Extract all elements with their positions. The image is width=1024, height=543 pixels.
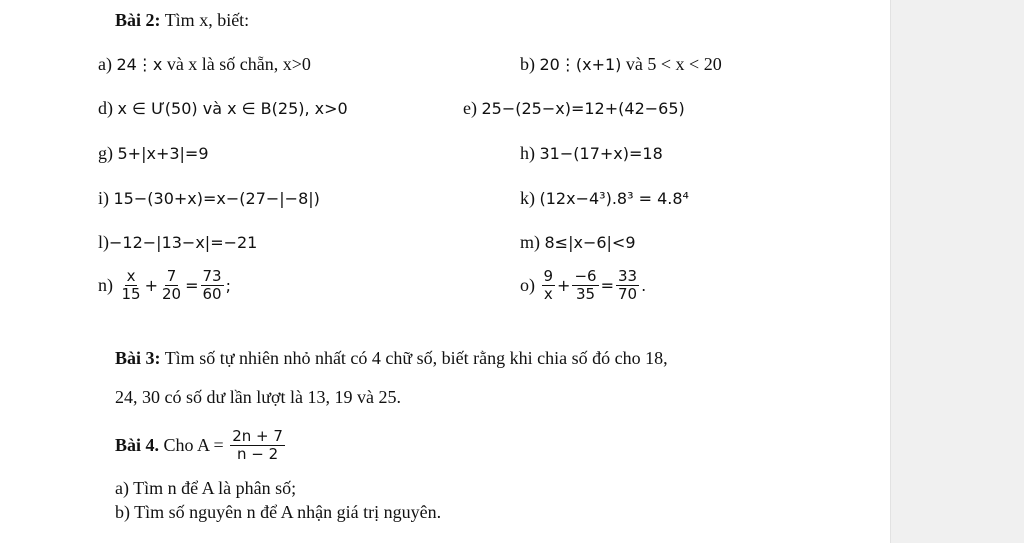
bai3-title: Bài 3:: [115, 348, 161, 368]
side-panel: [890, 0, 1024, 543]
item-o-fraction-2: $\frac{-6}{35}$: [574, 267, 597, 303]
item-i-expr: 15−(30+x)=x−(27−|−8|): [113, 189, 320, 208]
item-e-label: e): [463, 98, 477, 118]
item-a: [98, 54, 311, 75]
bai3-text-2: 24, 30 có số dư lần lượt là 13, 19 và 25.: [115, 387, 401, 407]
item-e: [463, 98, 685, 119]
item-l: [98, 232, 257, 253]
item-k: [520, 188, 689, 209]
item-e-expr: 25−(25−x)=12+(42−65): [481, 99, 685, 118]
item-n-op2: =: [185, 276, 199, 295]
bai3-text-1: Tìm số tự nhiên nhỏ nhất có 4 chữ số, biết rằng khi chia số đó cho 18,: [160, 348, 668, 368]
item-n-fraction-2: $\frac{7}{20}$: [162, 267, 182, 303]
item-d: [98, 98, 348, 119]
item-h-expr: 31−(17+x)=18: [539, 144, 663, 163]
bai3-line-2: [115, 387, 401, 408]
item-o-op2: =: [600, 276, 614, 295]
item-g-label: g): [98, 143, 113, 163]
bai2-heading: [115, 10, 249, 31]
item-b: [520, 54, 722, 75]
bai4-fraction: $\frac{2n + 7}{n - 2}$: [232, 427, 283, 463]
item-n-end: ;: [225, 276, 231, 295]
item-i-label: i): [98, 188, 109, 208]
item-a-cond: và x là số chẵn, x>0: [166, 54, 311, 74]
item-n-fraction-3: $\frac{73}{60}$: [202, 267, 222, 303]
bai4-title: Bài 4.: [115, 435, 160, 455]
item-h: [520, 143, 663, 164]
item-n: [98, 268, 231, 303]
item-d-expr: x ∈ Ư(50) và x ∈ B(25), x>0: [117, 99, 348, 118]
item-o-fraction-3: $\frac{33}{70}$: [617, 267, 638, 303]
item-l-expr: −12−|13−x|=−21: [109, 233, 258, 252]
bai4-intro: Cho A =: [159, 435, 224, 455]
item-o-fraction-1: $\frac{9}{x}$: [543, 267, 554, 303]
bai2-title: Bài 2:: [115, 10, 161, 30]
item-n-fraction-1: $\frac{x}{15}$: [121, 267, 141, 303]
bai4-part-a: a) Tìm n để A là phân số;: [115, 478, 297, 498]
item-b-expr: 20⋮(x+1): [539, 55, 622, 74]
item-b-cond: và 5 < x < 20: [625, 54, 722, 74]
item-h-label: h): [520, 143, 535, 163]
item-o-end: .: [641, 276, 647, 295]
bai2-title-rest: Tìm x, biết:: [160, 10, 250, 30]
bai3-line-1: [115, 348, 668, 369]
item-g: [98, 143, 209, 164]
item-a-expr: 24⋮x: [116, 55, 163, 74]
item-i: [98, 188, 320, 209]
item-o-op1: +: [557, 276, 571, 295]
item-m-expr: 8≤|x−6|<9: [544, 233, 636, 252]
item-m: [520, 232, 636, 253]
item-l-label: l): [98, 232, 109, 252]
item-n-op1: +: [144, 276, 158, 295]
item-b-label: b): [520, 54, 535, 74]
item-o: [520, 268, 646, 303]
bai4-heading: [115, 428, 287, 463]
item-k-expr: (12x−4³).8³ = 4.8⁴: [539, 189, 689, 208]
item-o-label: o): [520, 275, 535, 295]
bai4-part-b: b) Tìm số nguyên n để A nhận giá trị nguyên.: [115, 502, 442, 522]
item-g-expr: 5+|x+3|=9: [117, 144, 209, 163]
item-d-label: d): [98, 98, 113, 118]
item-n-label: n): [98, 275, 113, 295]
item-m-label: m): [520, 232, 540, 252]
item-k-label: k): [520, 188, 535, 208]
item-a-label: a): [98, 54, 112, 74]
